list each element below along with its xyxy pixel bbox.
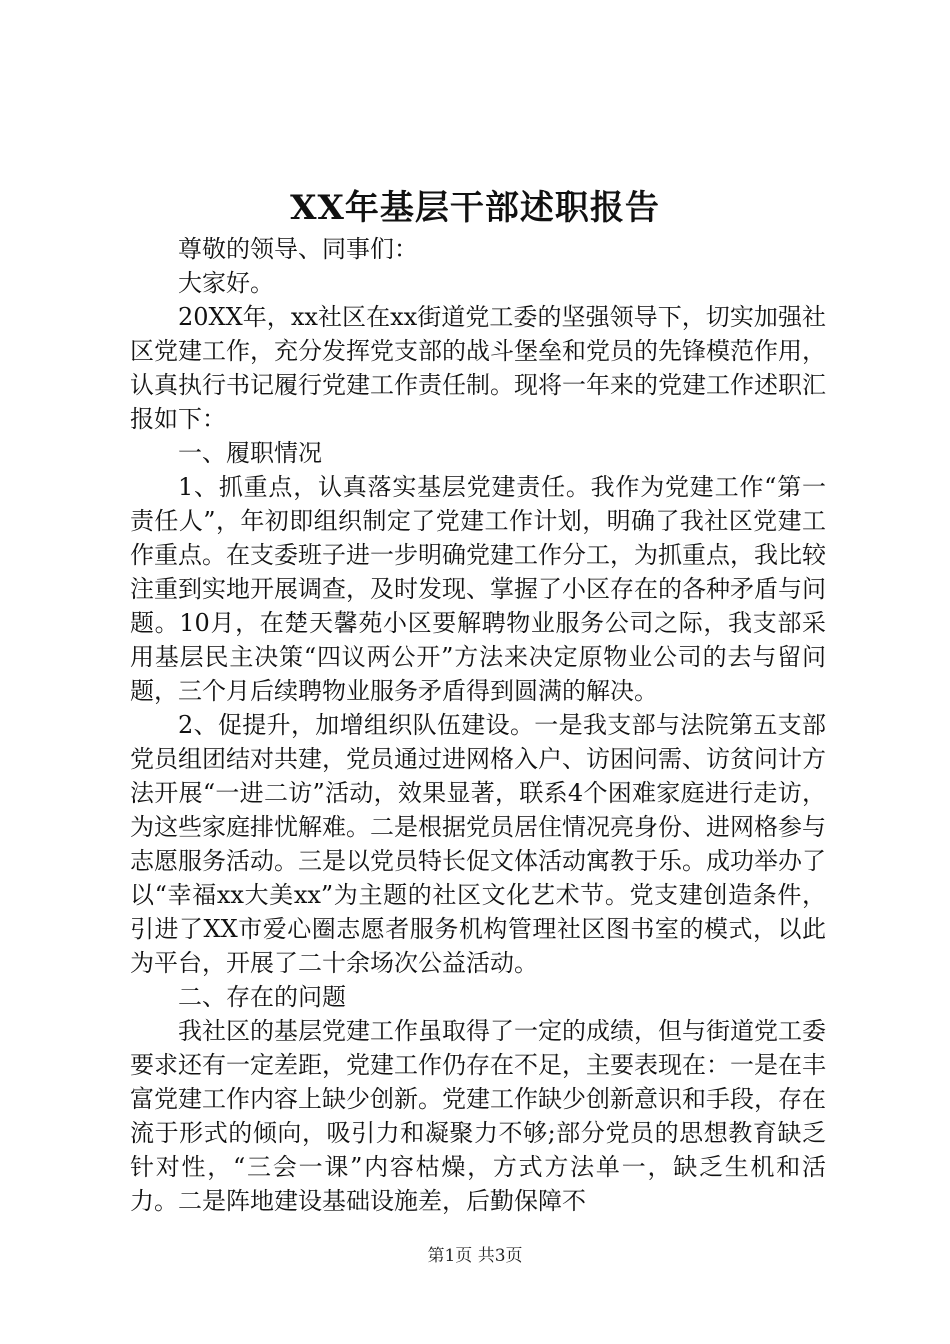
page-number: 第1页 共3页: [427, 1246, 523, 1266]
greeting: 大家好。: [178, 269, 274, 297]
duties-paragraph-2: 2、促提升，加增组织队伍建设。一是我支部与法院第五支部党员组团结对共建，党员通过进网格入户、访困问需、访贫问计方法开展“一进二访”活动，效果显著，联系4个困难家庭进行走访，为这些家庭排忧解难。二是根据党员居住情况亮身份、进网格参与志愿服务活动。三是以党员特长促文体活动寓教于乐。成功举办了以“幸福xx大美xx”为主题的社区文化艺术节。党支建创造条件，引进了XX市爱心圈志愿者服务机构管理社区图书室的模式，以此为平台，开展了二十余场次公益活动。: [130, 711, 826, 977]
section-heading-problems: 二、存在的问题: [178, 983, 346, 1011]
salutation: 尊敬的领导、同事们：: [178, 235, 418, 263]
problems-paragraph: 我社区的基层党建工作虽取得了一定的成绩，但与街道党工委要求还有一定差距，党建工作仍存在不足，主要表现在：一是在丰富党建工作内容上缺少创新。党建工作缺少创新意识和手段，存在流于形式的倾向，吸引力和凝聚力不够;部分党员的思想教育缺乏针对性，“三会一课”内容枯燥，方式方法单一，缺乏生机和活力。二是阵地建设基础设施差，后勤保障不: [130, 1017, 826, 1215]
document-body: [130, 232, 826, 1218]
document-title: XX年基层干部述职报告: [290, 188, 660, 228]
intro-paragraph: 20XX年，xx社区在xx街道党工委的坚强领导下，切实加强社区党建工作，充分发挥党支部的战斗堡垒和党员的先锋模范作用，认真执行书记履行党建工作责任制。现将一年来的党建工作述职汇报如下：: [130, 303, 826, 433]
section-heading-duties: 一、履职情况: [178, 439, 322, 467]
duties-paragraph-1: 1、抓重点，认真落实基层党建责任。我作为党建工作“第一责任人”，年初即组织制定了党建工作计划，明确了我社区党建工作重点。在支委班子进一步明确党建工作分工，为抓重点，我比较注重到实地开展调查，及时发现、掌握了小区存在的各种矛盾与问题。10月，在楚天馨苑小区要解聘物业服务公司之际，我支部采用基层民主决策“四议两公开”方法来决定原物业公司的去与留问题，三个月后续聘物业服务矛盾得到圆满的解决。: [130, 473, 826, 705]
